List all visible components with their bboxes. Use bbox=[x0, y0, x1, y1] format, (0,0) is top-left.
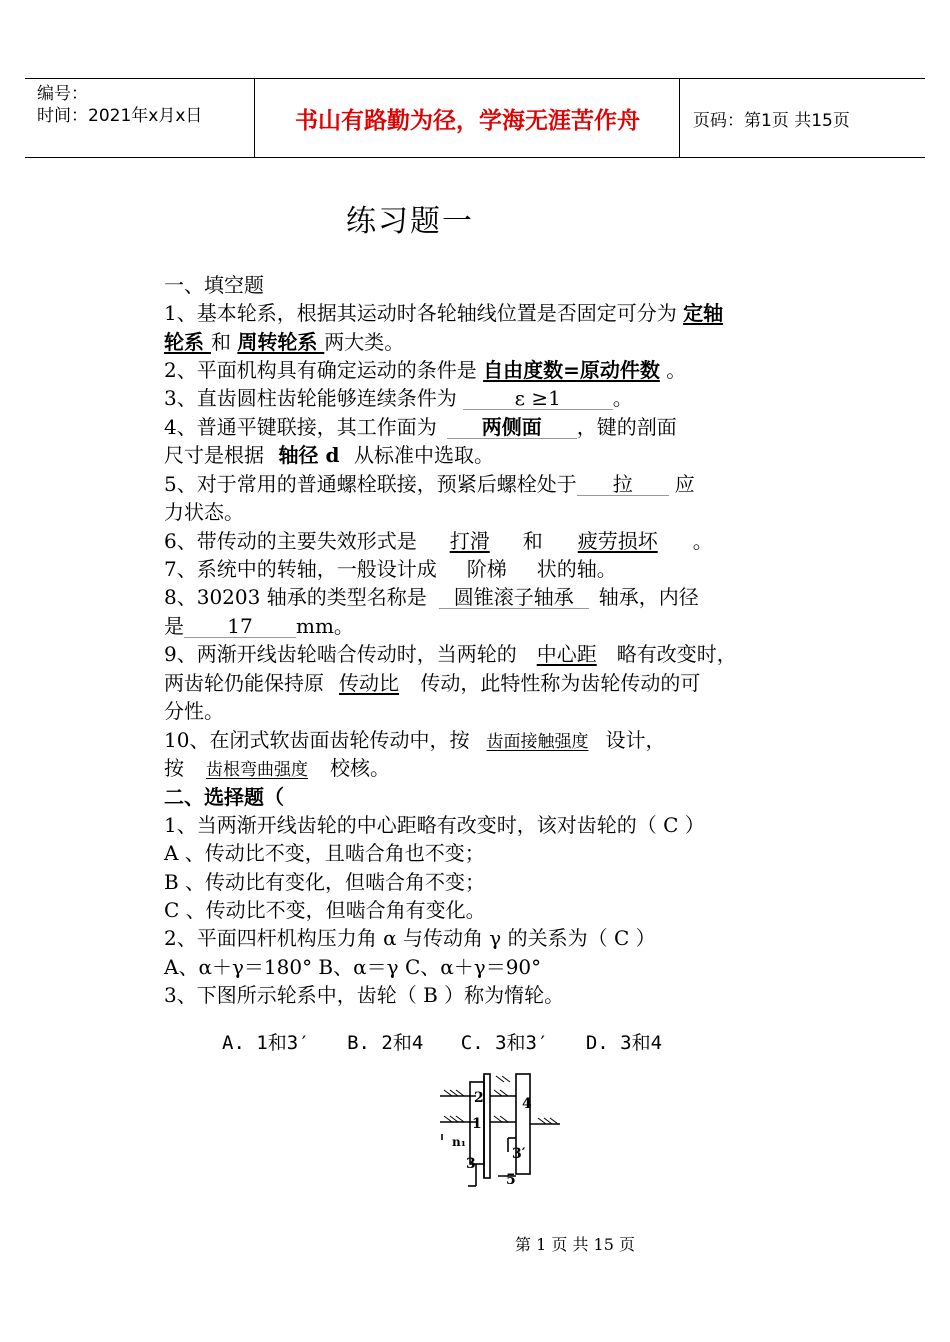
question-7: 7、系统中的转轴，一般设计成 阶梯 状的轴。 bbox=[164, 557, 617, 581]
diagram-label: 4 bbox=[522, 1096, 532, 1112]
diagram-label: 3′ bbox=[512, 1146, 526, 1162]
mc-question-1-option-a: A 、传动比不变，且啮合角也不变； bbox=[164, 841, 485, 865]
page-footer: 第 1 页 共 15 页 bbox=[515, 1235, 635, 1254]
option-a: A. 1和3′ bbox=[222, 1032, 310, 1054]
mc-question-3-options bbox=[222, 1028, 688, 1055]
section2-heading: 二、选择题（ bbox=[164, 785, 284, 809]
question-3: 3、直齿圆柱齿轮能够连续条件为 ε ≥1 。 bbox=[164, 386, 633, 410]
question-8-line-2: 是 17 mm。 bbox=[164, 614, 354, 638]
question-10-line-1: 10、在闭式软齿面齿轮传动中，按 齿面接触强度 设计， bbox=[164, 728, 666, 752]
gear-body bbox=[484, 1074, 490, 1178]
question-5-line-2: 力状态。 bbox=[164, 500, 244, 524]
question-1-line-1: 1、基本轮系，根据其运动时各轮轴线位置是否固定可分为 定轴 bbox=[164, 301, 724, 325]
diagram-label: n₁ bbox=[452, 1135, 466, 1149]
header-divider bbox=[679, 79, 680, 157]
question-4-line-1: 4、普通平键联接，其工作面为 两侧面 ，键的剖面 bbox=[164, 415, 677, 439]
option-d: D. 3和4 bbox=[585, 1032, 663, 1054]
header-page-info: 页码：第1页 共15页 bbox=[693, 110, 850, 131]
header-motto: 书山有路勤为径，学海无涯苦作舟 bbox=[295, 106, 640, 134]
page-title: 练习题一 bbox=[346, 204, 474, 239]
diagram-label: 3 bbox=[466, 1156, 476, 1172]
document-header bbox=[25, 78, 925, 158]
gear-train-diagram bbox=[430, 1068, 570, 1192]
section1-heading: 一、填空题 bbox=[164, 273, 264, 297]
question-6: 6、带传动的主要失效形式是 打滑 和 疲劳损坏 。 bbox=[164, 529, 713, 553]
question-9-line-2: 两齿轮仍能保持原 传动比 传动，此特性称为齿轮传动的可 bbox=[164, 671, 701, 695]
time-label: 时间：2021年x月x日 bbox=[37, 106, 203, 126]
option-c: C. 3和3′ bbox=[460, 1032, 549, 1054]
serial-label: 编号： bbox=[37, 84, 88, 104]
option-b: B. 2和4 bbox=[347, 1032, 424, 1054]
diagram-label: 1 bbox=[472, 1116, 482, 1132]
diagram-label: 2 bbox=[474, 1090, 484, 1106]
question-8-line-1: 8、30203 轴承的类型名称是 圆锥滚子轴承 轴承，内径 bbox=[164, 585, 699, 609]
mc-question-1: 1、当两渐开线齿轮的中心距略有改变时，该对齿轮的（ C ） bbox=[164, 813, 705, 837]
mc-question-3: 3、下图所示轮系中，齿轮（ B ）称为惰轮。 bbox=[164, 983, 565, 1007]
question-4-line-2: 尺寸是根据 轴径 d 从标准中选取。 bbox=[164, 443, 494, 467]
header-meta bbox=[37, 83, 202, 127]
question-5-line-1: 5、对于常用的普通螺栓联接，预紧后螺栓处于 拉 应 bbox=[164, 472, 695, 496]
diagram-label: 5 bbox=[506, 1172, 516, 1188]
question-1-line-2: 轮系 和 周转轮系 两大类。 bbox=[164, 330, 405, 354]
question-9-line-3: 分性。 bbox=[164, 699, 224, 723]
mc-question-1-option-b: B 、传动比有变化，但啮合角不变； bbox=[164, 870, 486, 894]
question-9-line-1: 9、两渐开线齿轮啮合传动时，当两轮的 中心距 略有改变时， bbox=[164, 642, 737, 666]
question-10-line-2: 按 齿根弯曲强度 校核。 bbox=[164, 756, 390, 780]
question-2: 2、平面机构具有确定运动的条件是 自由度数=原动件数 。 bbox=[164, 358, 687, 382]
mc-question-2-options: A、α＋γ＝180° B、α＝γ C、α＋γ＝90° bbox=[164, 955, 542, 979]
mc-question-1-option-c: C 、传动比不变，但啮合角有变化。 bbox=[164, 898, 486, 922]
mc-question-2: 2、平面四杆机构压力角 α 与传动角 γ 的关系为（ C ） bbox=[164, 926, 656, 950]
